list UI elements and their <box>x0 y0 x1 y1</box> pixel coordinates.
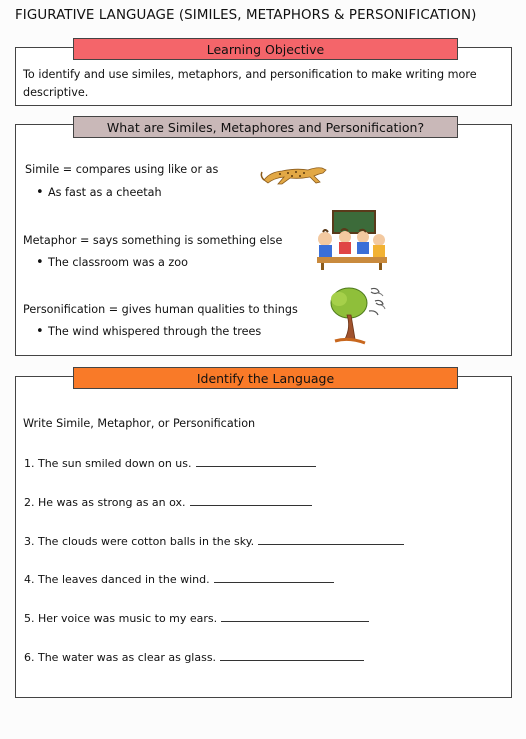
question-6 <box>24 651 364 664</box>
question-text: 6. The water was as clear as glass. <box>24 651 217 664</box>
answer-blank[interactable] <box>214 573 334 583</box>
simile-definition: Simile = compares using like or as <box>25 163 219 176</box>
objective-heading: Learning Objective <box>73 38 458 60</box>
question-text: 2. He was as strong as an ox. <box>24 496 186 509</box>
windy-tree-icon <box>325 281 389 347</box>
question-5 <box>24 612 369 625</box>
cheetah-icon <box>260 158 332 190</box>
simile-example: • As fast as a cheetah <box>48 186 162 199</box>
question-text: 3. The clouds were cotton balls in the sky. <box>24 535 255 548</box>
question-1 <box>24 457 316 470</box>
classroom-icon <box>315 209 389 271</box>
question-3 <box>24 535 404 548</box>
page-title: FIGURATIVE LANGUAGE (SIMILES, METAPHORS & PERSONIFICATION) <box>15 8 477 23</box>
metaphor-example: • The classroom was a zoo <box>48 256 188 269</box>
objective-text: To identify and use similes, metaphors, and personification to make writing more descriptive. <box>23 68 477 99</box>
identify-instruction: Write Simile, Metaphor, or Personification <box>23 417 256 430</box>
question-text: 5. Her voice was music to my ears. <box>24 612 218 625</box>
question-text: 1. The sun smiled down on us. <box>24 457 192 470</box>
answer-blank[interactable] <box>258 535 404 545</box>
personification-definition: Personification = gives human qualities to things <box>23 303 298 316</box>
definitions-heading: What are Similes, Metaphores and Personification? <box>73 116 458 138</box>
identify-heading: Identify the Language <box>73 367 458 389</box>
answer-blank[interactable] <box>196 457 316 467</box>
answer-blank[interactable] <box>220 651 364 661</box>
answer-blank[interactable] <box>221 612 369 622</box>
question-4 <box>24 573 334 586</box>
question-2 <box>24 496 312 509</box>
metaphor-definition: Metaphor = says something is something else <box>23 234 283 247</box>
answer-blank[interactable] <box>190 496 312 506</box>
question-text: 4. The leaves danced in the wind. <box>24 573 210 586</box>
personification-example: • The wind whispered through the trees <box>48 325 261 338</box>
